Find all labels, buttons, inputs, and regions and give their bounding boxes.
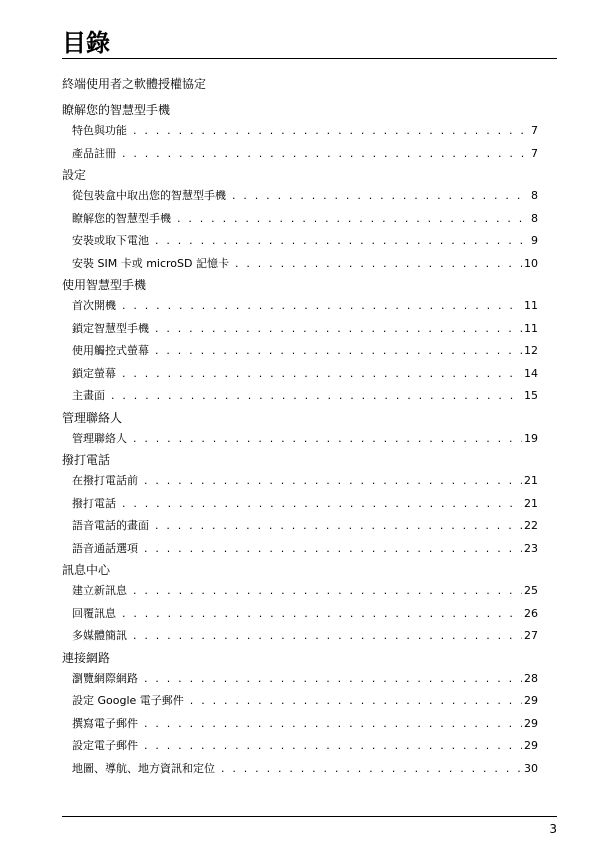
toc-entry-title: 撰寫電子郵件: [72, 716, 138, 730]
toc-section-heading[interactable]: 連接網路: [62, 650, 111, 665]
toc-entry-title: 鎖定智慧型手機: [72, 321, 149, 335]
toc-entry-title: 主畫面: [72, 389, 105, 402]
toc-entry-title: 在撥打電話前: [72, 474, 138, 487]
toc-entry-page: 29: [524, 716, 538, 730]
toc-dot-leader: [122, 363, 522, 386]
toc-dot-leader: [133, 625, 522, 648]
footer-divider: [62, 816, 557, 817]
toc-dot-leader: [122, 603, 522, 626]
toc-entry-page: 23: [524, 541, 538, 555]
toc-entry[interactable]: [62, 428, 538, 451]
toc-entry[interactable]: [62, 185, 538, 208]
toc-dot-leader: [133, 428, 522, 451]
toc-entry[interactable]: [62, 230, 538, 253]
toc-entry-page: 8: [531, 189, 538, 202]
toc-entry-title: 瀏覽網際網路: [72, 671, 138, 685]
toc-entry-title: 安裝 SIM 卡或 microSD 記憶卡: [72, 256, 229, 270]
toc-section-heading[interactable]: 使用智慧型手機: [62, 278, 147, 292]
toc-section-heading[interactable]: 撥打電話: [62, 453, 111, 467]
toc-entry-page: 19: [524, 431, 538, 445]
toc-entry[interactable]: [62, 668, 538, 691]
toc-entry[interactable]: [62, 385, 538, 408]
toc-dot-leader: [111, 385, 522, 408]
toc-entry-title: 語音通話選項: [72, 541, 138, 555]
toc-section-heading[interactable]: 設定: [62, 168, 87, 182]
toc-entry-page: 11: [524, 299, 538, 312]
toc-dot-leader: [122, 143, 529, 166]
toc-dot-leader: [155, 318, 522, 341]
toc-entry[interactable]: [62, 318, 538, 341]
toc-entry-title: 首次開機: [72, 299, 116, 312]
toc-dot-leader: [190, 690, 522, 713]
toc-entry-page: 22: [524, 519, 538, 532]
toc-entry[interactable]: [62, 340, 538, 363]
toc-entry-page: 8: [531, 211, 538, 225]
toc-section-heading[interactable]: 訊息中心: [62, 563, 111, 577]
toc-entry[interactable]: [62, 515, 538, 538]
toc-dot-leader: [144, 538, 522, 561]
toc-entry-page: 21: [524, 496, 538, 510]
toc-entry-page: 11: [524, 321, 538, 335]
toc-entry[interactable]: [62, 690, 538, 713]
toc-dot-leader: [235, 253, 522, 276]
toc-dot-leader: [144, 735, 522, 758]
toc-entry-title: 產品註冊: [72, 146, 116, 160]
toc-entry-title: 設定 Google 電子郵件: [72, 694, 184, 707]
title-divider: [62, 58, 557, 59]
toc-entry-page: 27: [524, 629, 538, 642]
toc-dot-leader: [122, 295, 522, 318]
toc-entry-title: 管理聯絡人: [72, 431, 127, 445]
toc-entry[interactable]: [62, 143, 538, 166]
toc-entry[interactable]: [62, 538, 538, 561]
toc-entry-page: 28: [524, 671, 538, 685]
toc-entry-title: 使用觸控式螢幕: [72, 344, 149, 357]
toc-entry-title: 設定電子郵件: [72, 739, 138, 752]
toc-entry-page: 25: [524, 584, 538, 597]
toc-dot-leader: [221, 758, 522, 781]
toc-entry-title: 地圖、導航、地方資訊和定位: [72, 761, 215, 775]
toc-entry[interactable]: [62, 713, 538, 736]
toc-dot-leader: [144, 470, 522, 493]
toc-dot-leader: [177, 208, 529, 231]
toc-entry-page: 7: [531, 124, 538, 137]
toc-entry[interactable]: [62, 580, 538, 603]
toc-entry[interactable]: [62, 253, 538, 276]
toc-entry-page: 12: [524, 344, 538, 357]
toc-entry[interactable]: [62, 735, 538, 758]
toc-entry[interactable]: [62, 603, 538, 626]
toc-dot-leader: [155, 515, 522, 538]
toc-entry-page: 15: [524, 389, 538, 402]
toc-entry-title: 回覆訊息: [72, 606, 116, 620]
toc-entry-page: 21: [524, 474, 538, 487]
toc-dot-leader: [122, 493, 522, 516]
toc-entry[interactable]: [62, 295, 538, 318]
toc-dot-leader: [155, 340, 522, 363]
toc-entry-title: 從包裝盒中取出您的智慧型手機: [72, 189, 226, 202]
toc-dot-leader: [155, 230, 529, 253]
toc-entry-title: 語音電話的畫面: [72, 519, 149, 532]
toc-entry-title: 安裝或取下電池: [72, 234, 149, 247]
toc-dot-leader: [133, 580, 522, 603]
toc-entry-page: 30: [524, 761, 538, 775]
toc-entry-title: 瞭解您的智慧型手機: [72, 211, 171, 225]
toc-dot-leader: [144, 713, 522, 736]
table-of-contents: [62, 74, 538, 780]
toc-entry-title: 建立新訊息: [72, 584, 127, 597]
toc-section-heading[interactable]: 瞭解您的智慧型手機: [62, 103, 171, 117]
toc-entry-page: 7: [531, 146, 538, 160]
toc-entry-page: 14: [524, 366, 538, 380]
toc-entry-page: 9: [531, 234, 538, 247]
toc-entry-page: 26: [524, 606, 538, 620]
toc-dot-leader: [232, 185, 529, 208]
toc-dot-leader: [144, 668, 522, 691]
toc-entry-title: 多媒體簡訊: [72, 629, 127, 642]
toc-dot-leader: [133, 120, 529, 143]
toc-entry[interactable]: [62, 493, 538, 516]
toc-entry[interactable]: [62, 120, 538, 143]
toc-entry[interactable]: [62, 470, 538, 493]
toc-entry-title: 鎖定螢幕: [72, 366, 116, 380]
toc-entry[interactable]: [62, 208, 538, 231]
toc-entry-title: 撥打電話: [72, 496, 116, 510]
toc-entry-page: 10: [524, 256, 538, 270]
toc-entry-title: 特色與功能: [72, 124, 127, 137]
toc-section-heading[interactable]: 管理聯絡人: [62, 410, 123, 425]
toc-entry[interactable]: [62, 625, 538, 648]
toc-section-heading[interactable]: 終端使用者之軟體授權協定: [62, 77, 207, 91]
page-number: 3: [549, 822, 557, 836]
toc-entry[interactable]: [62, 363, 538, 386]
toc-entry-page: 29: [524, 694, 538, 707]
toc-entry-page: 29: [524, 739, 538, 752]
toc-entry[interactable]: [62, 758, 538, 781]
page-title: 目錄: [62, 29, 110, 57]
